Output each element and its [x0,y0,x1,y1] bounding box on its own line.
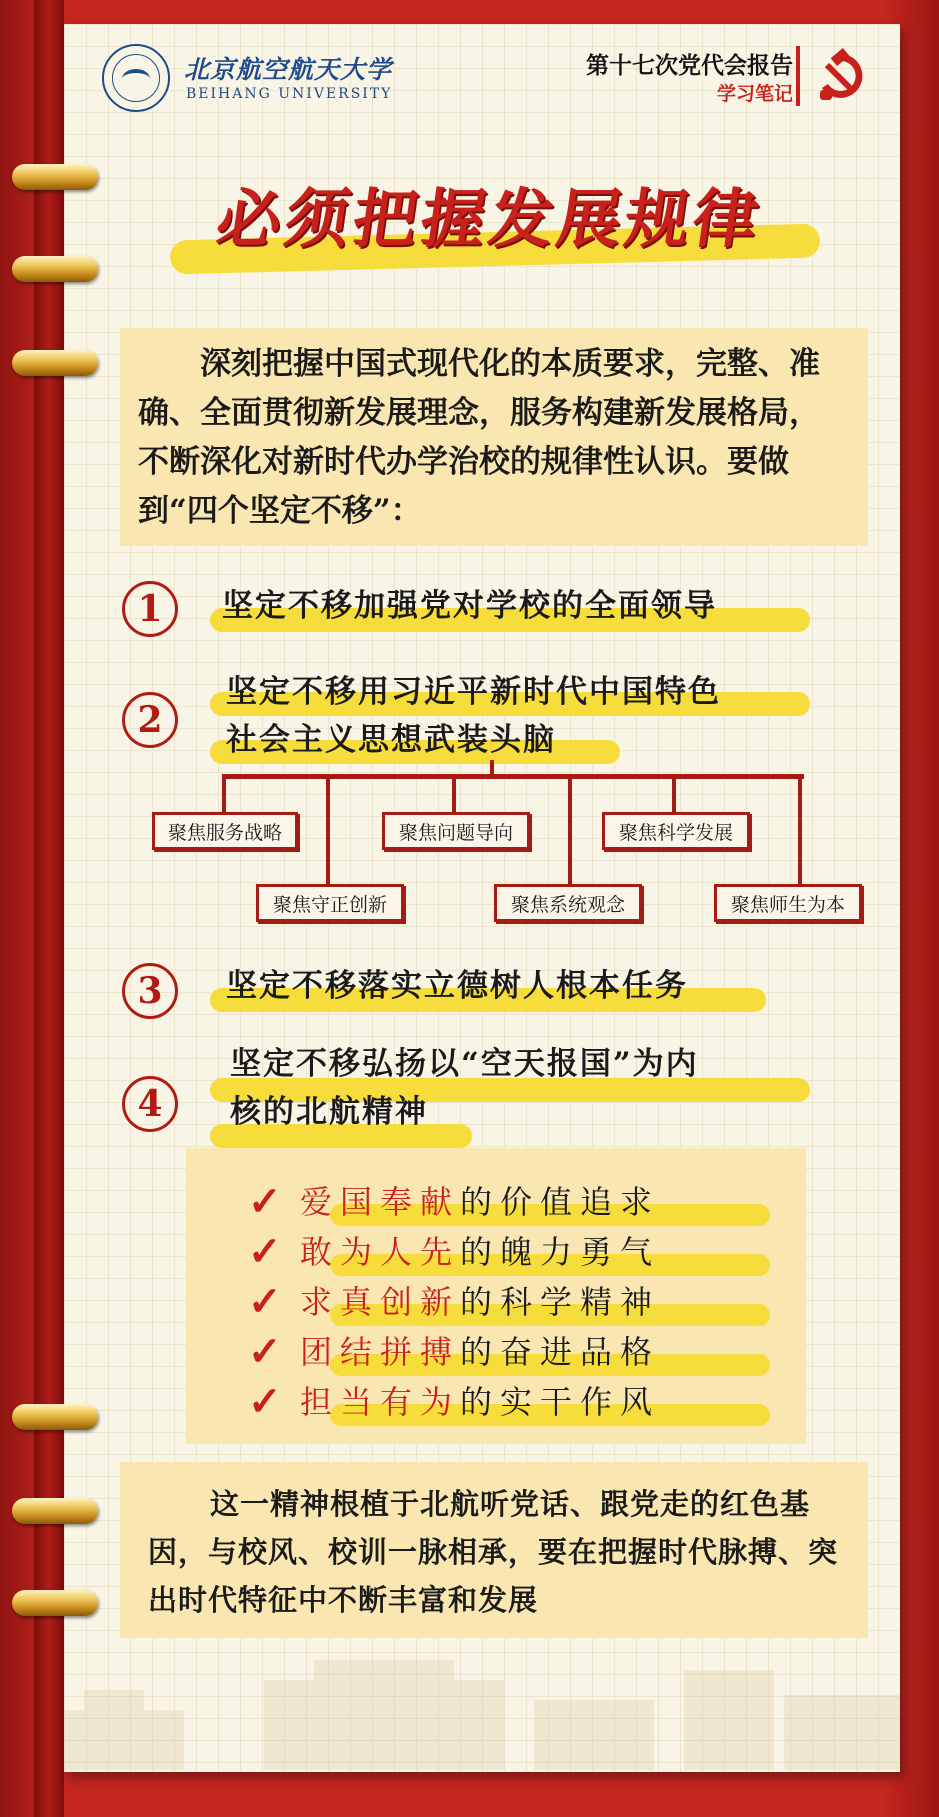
focus-box: 聚焦问题导向 [382,812,530,850]
binder-ring [12,164,98,190]
item-4-line2: 核的北航精神 [230,1094,428,1130]
binder-ring [12,350,98,376]
item-4-line1: 坚定不移弘扬以“空天报国”为内 [230,1046,699,1082]
campus-building-illustration [64,1640,900,1770]
tree-line [326,774,330,884]
spirit-row: ✓ 爱国奉献的价值追求 [256,1178,660,1226]
university-logo [102,44,170,112]
intro-box [120,328,868,546]
closing-box [120,1462,868,1638]
item-1-text: 坚定不移加强党对学校的全面领导 [222,588,717,624]
focus-box: 聚焦科学发展 [602,812,750,850]
item-number-3: 3 [122,963,178,1019]
header-divider [796,46,800,106]
binder-ring [12,1590,98,1616]
main-title: 必须把握发展规律 [211,182,767,257]
spirit-row: ✓ 担当有为的实干作风 [256,1378,660,1426]
item-number-1: 1 [122,581,178,637]
tree-line [568,774,572,884]
binder-ring [12,1404,98,1430]
focus-box: 聚焦守正创新 [256,884,404,922]
binder-ring [12,1498,98,1524]
tree-branch-line [222,774,804,779]
spirit-row: ✓ 团结拼搏的奋进品格 [256,1328,660,1376]
check-icon: ✓ [248,1378,290,1425]
university-name-cn: 北京航空航天大学 [184,55,393,84]
focus-box: 聚焦服务战略 [152,812,298,850]
spirit-row: ✓ 敢为人先的魄力勇气 [256,1228,660,1276]
party-emblem-icon [812,46,872,106]
closing-text: 这一精神根植于北航听党话、跟党走的红色基因，与校风、校训一脉相承，要在把握时代脉搏、突出时代特征中不断丰富和发展 [148,1487,839,1617]
check-icon: ✓ [248,1228,290,1275]
item-number-2: 2 [122,692,178,748]
tree-stem-line [490,760,494,778]
check-icon: ✓ [248,1328,290,1375]
report-title: 第十七次党代会报告 [586,53,793,79]
spirit-box [186,1148,806,1444]
focus-box: 聚焦师生为本 [714,884,862,922]
item-2-line1: 坚定不移用习近平新时代中国特色 [226,674,721,710]
report-subtitle: 学习笔记 [716,83,793,105]
tree-line [798,774,802,884]
focus-box: 聚焦系统观念 [494,884,642,922]
intro-text: 深刻把握中国式现代化的本质要求，完整、准确、全面贯彻新发展理念，服务构建新发展格局，不断深化对新时代办学治校的规律性认识。要做到“四个坚定不移”： [138,346,820,529]
university-name-en: BEIHANG UNIVERSITY [186,86,393,102]
check-icon: ✓ [248,1278,290,1325]
item-2-line2: 社会主义思想武装头脑 [226,722,556,758]
binder-ring [12,256,98,282]
check-icon: ✓ [248,1178,290,1225]
item-number-4: 4 [122,1076,178,1132]
spirit-row: ✓ 求真创新的科学精神 [256,1278,660,1326]
item-3-text: 坚定不移落实立德树人根本任务 [226,968,688,1004]
